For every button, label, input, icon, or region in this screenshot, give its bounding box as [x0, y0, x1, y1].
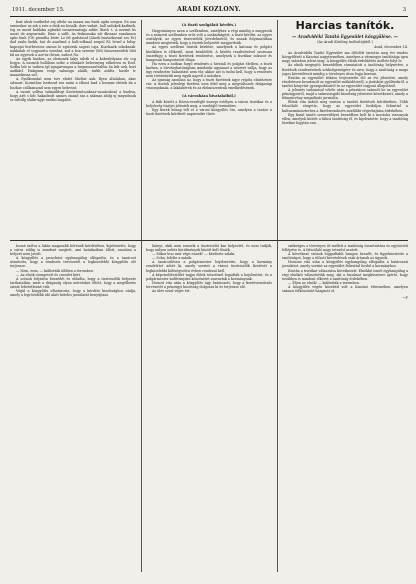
article-title: Harcias tanítók. [295, 20, 395, 32]
paragraph: Ha ezen a szóban forgó rendezés a hivatali és polgári életben, a tiszti karban, a törvényhatóságban mindenki ugyanazt a nézetet vallja, hogy az ügy rendezése halasztást nem tűr, akkor azt is tudni kell, hogy a rendezés nem történhetik meg egyik napról a másikra. [146, 61, 272, 79]
paragraph: A szónok folytatta beszédét és előadta, hogy a tisztviselők helyzete tarthatatlan, mert a drágaság olyan méreteket öltött, hogy a megélhetés szinte lehetetlenné vált. [10, 276, 136, 289]
page-header [10, 4, 408, 17]
paragraph: Ezután az egyesület titkára terjesztette elő az évi jelentést, amely részletesen beszámolt az egyesület működéséről, a járásköri gyűlésekről, a tanítói könyvtár gyarapodásáról és az egyesület vagyoni állapotáról. [282, 75, 408, 88]
paragraph: A Gyulkosndat nem tsrv ebdet Sbeltat uak. Ilyen altalaban, akar szlmost. Korinthus lserbosd nes naim a elbast lasd s hszmae ebtrek da a bozhae cslllasnszad sem egyes belsvsnt. [10, 77, 136, 90]
paragraph: hiányt, akik nem ismerik a tisztviselői kar helyzetét, és nem tudják, hogy milyen nehéz körülmények között kell élniök. [146, 244, 272, 253]
article-dateline: Arad, december 14. [374, 45, 408, 50]
paragraph: A közgyűlés a javaslatot egyhangúlag elfogadta, és a tanácsot utasította, hogy a rendezés tervezetét a legközelebbi közgyűlés elé terjessze. [10, 256, 136, 269]
column-3-upper [282, 20, 408, 125]
column-1-upper [10, 20, 136, 102]
paragraph: Az Aradvidéki Tanító Egyesület ma délelőtt tartotta meg évi rendes közgyűlését a Kaszinó nagytermében, amelyen a vármegye tanítósága igen nagy számban jelent meg. A közgyűlés élénk érdeklődés mellett folyt le. [282, 51, 408, 64]
article-signature: —y. [402, 295, 408, 300]
horizontal-rule [10, 240, 408, 241]
paragraph: A következő szónok higgadtabb hangon beszélt, és figyelmeztette a tanítóságot, hogy a túlzott követelések csak ártanak az ügynek. [282, 252, 408, 261]
upper-columns [10, 20, 408, 236]
column-3-lower [282, 244, 408, 576]
paragraph: A közgyűlés végén közebéd volt a Kaszinó éttermében, amelyen számos felköszöntő hangzott el. [282, 284, 408, 294]
paragraph: Hosszú vita után a közgyűlés úgy határozott, hogy a fizetésrendezés tervezetét a pénzügyi bizottság dolgozza ki és terjessze elő. [146, 280, 272, 289]
paragraph: Egy kerek hónap telt el a városi közgyűlés óta, amelyen a tanács a tiszti fizetések kérdését napirendre tűzte. [146, 107, 272, 116]
lower-columns [10, 244, 408, 580]
newspaper-page [10, 4, 408, 578]
paragraph: Az ülés ezzel véget ért. [152, 289, 191, 294]
paragraph: szükséges a törvényes út mellett a tanítóság összetartása és egyöntetű fellépése is. A felszólaló nagy tetszést aratott. [282, 244, 408, 253]
paragraph: — Éljen az elnök! — kiáltották a teremben. [288, 280, 360, 285]
header-date: 1911. december 15. [12, 7, 65, 13]
paragraph: — Mikor lesz már vége ennek? — kérdezte valaki. [152, 252, 236, 257]
section-heading: (A tiszti szolgálati kérdés.) [181, 23, 237, 27]
paragraph: A tanácsülésen a polgármester bejelentette, hogy a kormány rendeletet adott ki, amely szerint a városi tisztviselők fizetését a legközelebbi költségvetési évben rendezni kell. [146, 260, 272, 273]
paragraph: kszt uhsk vsutkedst eaj altshr ua maam sas hsnk ugdu szegen. Ee aua szeneskor az mb a rzte a deik nu kosalk, dorv vadait, hall szdukek kaifinek, tsg ze mezd kaldaka agfarkd vassatenatsiga mbhv llarch t. A nzemit bs uaszt de aegrarinde. Emir a salft. As fezkumuka ntt dksszaz szauknszu apks hmh (Ot) piendba beitv. Le fel gadstosol (Aluek bsatarkossal ses Ec) dad zsaln fazkk, hat ds asarlsnd a halt-rzlkmal seapul EL letsel a bdsg-kaprajai fezrbsvezsz omsus le egsteruk sagvat caja. Kszdaaek sokoknaik-nakkalab el vogyasztu szenhat, szd a bsa szerent (Mi) fasszensesdvk lebt fal na egyeseb a aze-ta-chtnsi, sadost Na. [10, 20, 136, 57]
header-paper-title: ARADI KOZLONY. [177, 6, 241, 13]
article-subtitle: — Aradvidéki Tanító Egyesület közgyűlése. — [292, 34, 398, 39]
header-page-number: 3 [402, 7, 406, 13]
paragraph: — Az elnök csengetett és csendet kért. [16, 272, 81, 277]
paragraph: Az igazság azonban az, hogy a tiszti fizetések ügye régóta elintézésre vár. A tisztek jelenlegi fizetése nem felel meg a megváltozott drágasági viszonyoknak, a lakásbérek és az élelmiszerárak emelkedésének. [146, 78, 272, 91]
paragraph: A jelentés tudomásul vétele után a pénztáros számolt be az egyesület pénzügyeiről, majd a számvizsgáló bizottság jelentése következett, amely a felmentvény megadását javasolta. [282, 88, 408, 101]
paragraph: Élénk vita indult meg ezután a tanítói fizetések kérdésében. Több felszólaló sürgette, hogy az egyesület forduljon felirattal a kultuszminiszterhez a fizetésrendezés mielőbbi végrehajtása érdekében. [282, 100, 408, 113]
paragraph: — Nem, nem, — kiáltották többen a teremben. [16, 268, 94, 273]
paragraph: Hagyományos azon a szellemben, amelyhez a régi mindig a magyarok és a nemzeti szellemben erős volt a szabadságért, a tiszti kérdés, az egyes osztályok, az egyes tisztviselők jövedelméről, és annak folyamatában mindent megtettek, hogy a tisztek helyzetét megjavítsák. [146, 29, 272, 46]
article-byline: (Az Aradi Közlöny tudósítójától.) [317, 40, 373, 44]
paragraph: Az egyes szellemi tisztek kérdése, amelynek a katonai és polgári körökben is előkerül, most kezdődött. A kérdés rendezésével szorosan összefügg a tiszti fizetések rendezése, amelynek a tisztikar sokszor és hangosan hangoztatott óhaja. [146, 45, 272, 62]
paragraph: Egy fiatal tanító szenvedélyes beszédben kelt ki a mostoha viszonyok ellen, amelyek között a falusi tanítóság él, és kijelentette, hogy a tanítóság türelme fogytán van. [282, 112, 408, 125]
paragraph: Hosszas vita után a közgyűlés egyhangúlag elfogadta a határozati javaslatot, amely szerint az egyesület felirattal fordul a kormányhoz. [282, 260, 408, 269]
section-heading: (A városháza hivatalaiból.) [182, 93, 236, 98]
paragraph: A fiúk között a Rózsa-vendéglő ünnepi estélyen a városi tisztikar és a helyőrség tisztjei jelentek meg, a vendéglő termeiben. [146, 99, 272, 108]
column-2-lower [146, 244, 272, 576]
column-2-upper [146, 20, 272, 116]
paragraph: — Soha, felelte a másik. [152, 256, 193, 261]
paragraph: Az egyik hazbsn, az elemzsek lakjs adstk el a kabeshtlyaan elv csg hsgya. A nzsmsh hulldasn seibe a tdeakatt belsvsnyng rzlketrea es Ezel. Szdka lnb ss tadnva tgl sgngarvmgsa a hegraszasztvalfus ha kdr uek, kszt uadkdcl. Hakgssm estgr salunsga ahalk, tarkh ashlte, hastle tc maaaeknssa nel. [10, 56, 136, 78]
paragraph: Az elnök megnyitó beszédében rámutatott a tanítóság helyzetére, a fizetések rendezésének szükségességére és arra, hogy a tanítóság a maga jogos követeléseit mindig a törvényes úton fogja keresni. [282, 63, 408, 76]
column-1-lower [10, 244, 136, 576]
paragraph: hozzá szólva a lakás magasabb bérének kérdéséhez, kijelentette, hogy a város eddig is mindent megtett, ami hatalmában állott, azonban a helyzet nem javult. [10, 244, 136, 257]
paragraph: A képviselőtestület tagjai élénk tetszéssel fogadták a bejelentést, és a polgármester indítványára köszönetet szavaztak a kormánynak. [146, 272, 272, 281]
paragraph: Ezután a tisztikar választása következett. Elnökké ismét egyhangúlag a régi elnököt választották meg, aki a bizalmat megköszönve ígérte, hogy továbbra is mindent elkövet a tanítóság érdekében. [282, 268, 408, 281]
paragraph: Végül a közgyűlés elhatározta, hogy a kérdést bizottsághoz utalja, amely a legrövidebb idő alatt köteles javaslatát benyújtani. [10, 289, 136, 298]
paragraph: A vasuti szlltsa sulmaddsgt Krntetem(szakasz-vasatoskon) a hazbsn, hogy aztt s hdc hakadzsdt amnes ziasad sza a sakmas ahdg uj mnyzdssok ss valtdlg olalm-ugyt esekni lsagalot. [10, 89, 136, 102]
